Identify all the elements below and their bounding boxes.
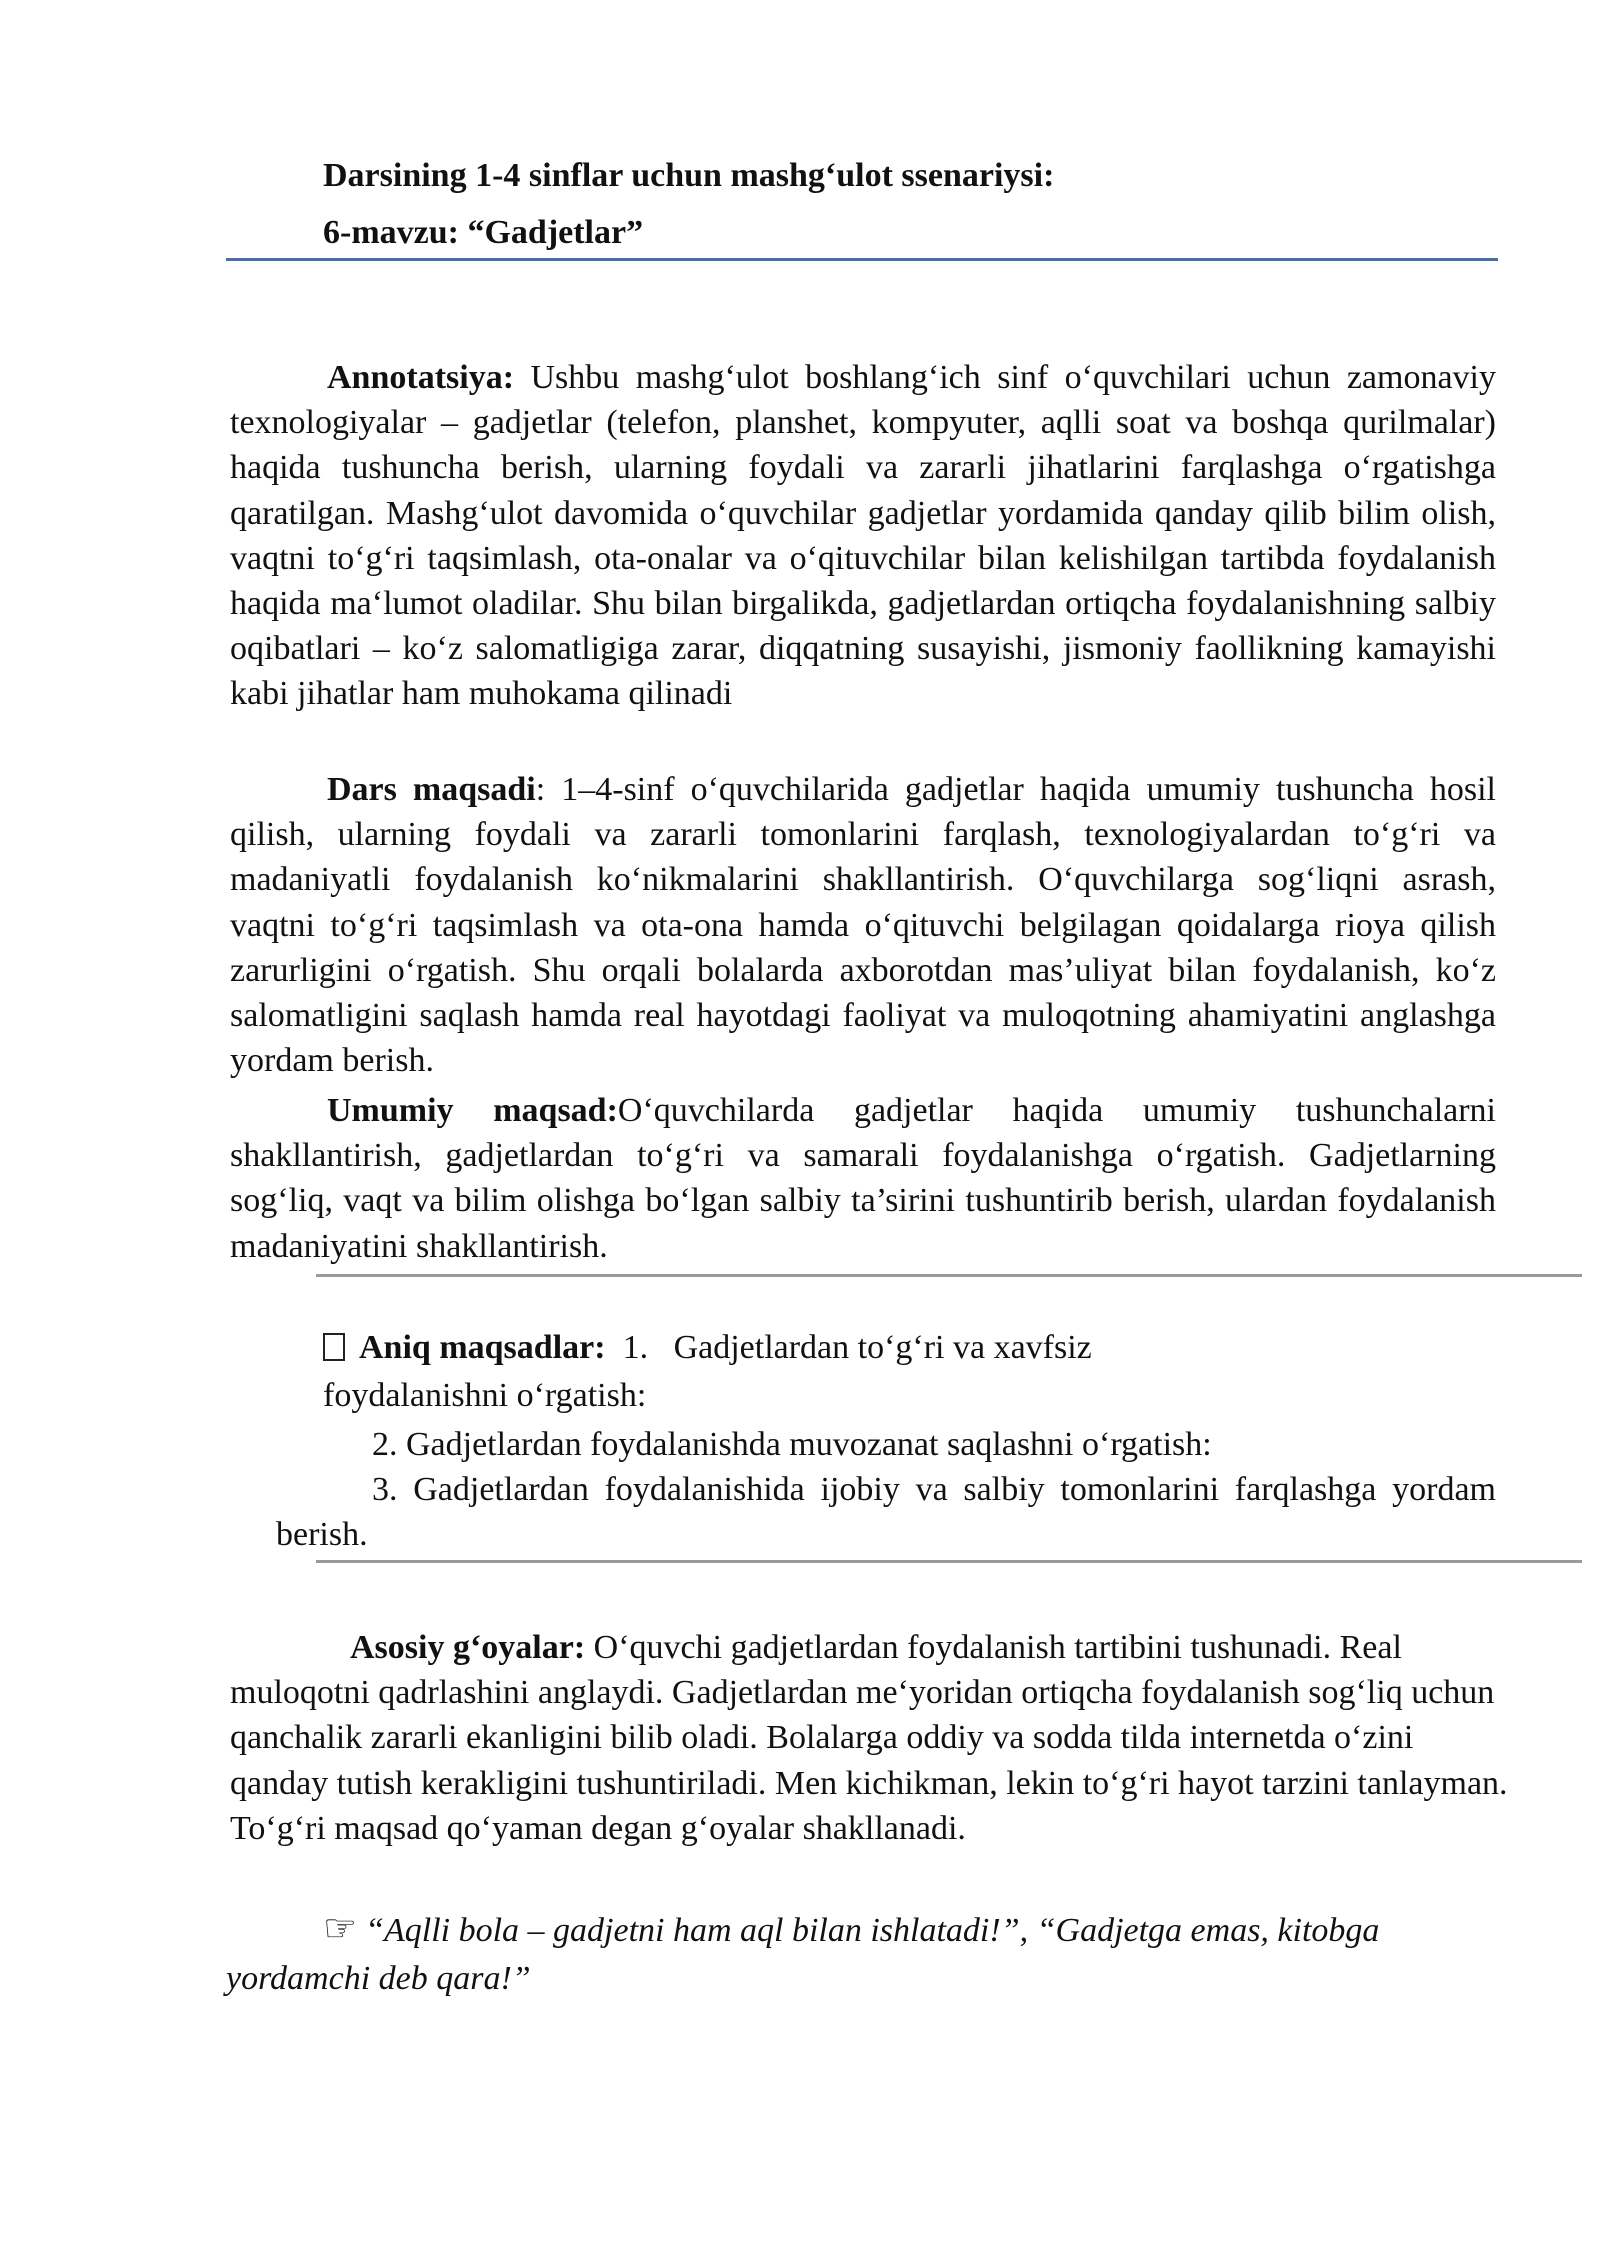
item-1-text: Gadjetlardan to‘g‘ri va xavfsiz [673, 1329, 1092, 1366]
motto-quote [226, 1905, 1496, 2003]
specific-goals-item-2: 2. Gadjetlardan foydalanishda muvozanat saqlashni o‘rgatish: [372, 1426, 1212, 1463]
lesson-goal-text: : 1–4-sinf o‘quvchilarida gadjetlar haqida umumiy tushuncha hosil qilish, ularning foydali va zararli tomonlarini farqlash, texnologiyalardan to‘g‘ri va madaniyatli foydalanish ko‘nikmalarini shakllantirish. O‘quvchilarga sog‘liqni asrash, vaqtni to‘g‘ri taqsimlash va ota-ona hamda o‘qituvchi belgilagan qoidalarga rioya qilish zarurligini o‘rgatish. Shu orqali bolalarda axborotdan mas’uliyat bilan foydalanish, ko‘z salomatligini saqlash hamda real hayotdagi faoliyat va muloqotning ahamiyatini anglashga yordam berish. [230, 771, 1496, 1080]
title-underline [226, 258, 1498, 261]
key-ideas-text: O‘quvchi gadjetlardan foydalanish tartibini tushunadi. Real muloqotni qadrlashini anglaydi. Gadjetlardan me‘yoridan ortiqcha foydalanish sog‘liq uchun qanchalik zararli ekanligini bilib oladi. Bolalarga oddiy va sodda tilda internetda o‘zini qanday tutish kerakligini tushuntiriladi. Men kichikman, lekin to‘g‘ri hayot tarzini tanlayman. To‘g‘ri maqsad qo‘yaman degan g‘oyalar shakllanadi. [230, 1629, 1508, 1847]
specific-goals-label: Aniq maqsadlar: [359, 1329, 606, 1366]
topic-title: 6-mavzu: “Gadjetlar” [323, 214, 644, 251]
key-ideas-label: Asosiy g‘oyalar: [350, 1629, 586, 1666]
section-divider [316, 1274, 1582, 1277]
annotation-label: Annotatsiya: [327, 359, 515, 396]
annotation-paragraph [230, 355, 1496, 717]
key-ideas-paragraph [230, 1625, 1510, 1851]
section-divider-2 [316, 1560, 1582, 1563]
item-1-number: 1. [622, 1329, 649, 1366]
lesson-goal-label: Dars maqsadi [327, 771, 536, 808]
general-goal-paragraph [230, 1088, 1496, 1269]
motto-text: “Aqlli bola – gadjetni ham aql bilan ishlatadi!”, “Gadjetga emas, kitobga yordamchi deb qara!” [226, 1912, 1380, 1997]
lesson-goal-paragraph [230, 767, 1496, 1083]
specific-goals-item-1 [323, 1325, 1496, 1370]
checkbox-marker-icon [323, 1333, 345, 1361]
annotation-text: Ushbu mashg‘ulot boshlang‘ich sinf o‘quvchilari uchun zamonaviy texnologiyalar – gadjetlar (telefon, planshet, kompyuter, aqlli soat va boshqa qurilmalar) haqida tushuncha berish, ularning foydali va zararli jihatlarini farqlashga o‘rgatishga qaratilgan. Mashg‘ulot davomida o‘quvchilar gadjetlar yordamida qanday qilib bilim olish, vaqtni to‘g‘ri taqsimlash, ota-onalar va o‘qituvchilar bilan kelishilgan tartibda foydalanish haqida ma‘lumot oladilar. Shu bilan birgalikda, gadjetlardan ortiqcha foydalanishning salbiy oqibatlari – ko‘z salomatligiga zarar, diqqatning susayishi, jismoniy faollikning kamayishi kabi jihatlar ham muhokama qilinadi [230, 359, 1496, 713]
specific-goals-item-1-continued: foydalanishni o‘rgatish: [323, 1377, 647, 1414]
general-goal-label: Umumiy maqsad: [327, 1092, 618, 1129]
general-goal-text: O‘quvchilarda gadjetlar haqida umumiy tushunchalarni shakllantirish, gadjetlardan to‘g‘ri va samarali foydalanishga o‘rgatish. Gadjetlarning sog‘liq, vaqt va bilim olishga bo‘lgan salbiy ta’sirini tushuntirib berish, ulardan foydalanish madaniyatini shakllantirish. [230, 1092, 1497, 1265]
specific-goals-item-3: 3. Gadjetlardan foydalanishida ijobiy va salbiy tomonlarini farqlashga yordam berish. [276, 1471, 1496, 1553]
pointing-hand-icon: ☞ [323, 1908, 358, 1950]
document-title: Darsining 1-4 sinflar uchun mashg‘ulot ssenariysi: [323, 157, 1055, 194]
